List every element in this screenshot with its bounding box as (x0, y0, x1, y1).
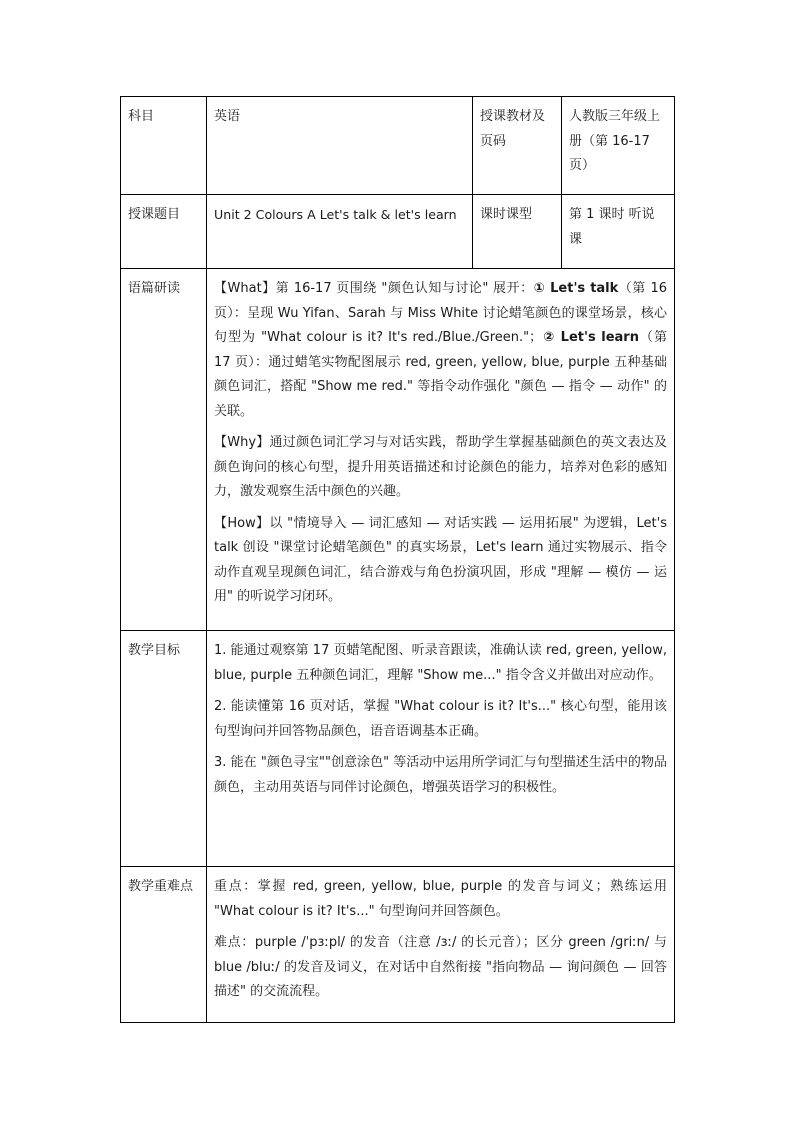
goal-item: 2. 能读懂第 16 页对话，掌握 "What colour is it? It's..." 核心句型，能用该句型询问并回答物品颜色，语音语调基本正确。 (214, 699, 667, 739)
key-difficult-content (207, 867, 675, 1023)
topic-value: Unit 2 Colours A Let's talk & let's learn (207, 195, 473, 269)
text-analysis-content (207, 269, 675, 631)
textbook-label: 授课教材及页码 (473, 97, 562, 195)
subject-label: 科目 (121, 97, 207, 195)
why-paragraph: 【Why】通过颜色词汇学习与对话实践，帮助学生掌握基础颜色的英文表达及颜色询问的核心句型，提升用英语描述和讨论颜色的能力，培养对色彩的感知力，激发观察生活中颜色的兴趣。 (214, 435, 667, 499)
difficult-point: 难点：purple /ˈpɜːpl/ 的发音（注意 /ɜː/ 的长元音）；区分 green /ɡriːn/ 与 blue /bluː/ 的发音及词义，在对话中自然衔接 "指向物品 — 询问颜色 — 回答描述" 的交流流程。 (214, 935, 667, 999)
goal-item: 3. 能在 "颜色寻宝""创意涂色" 等活动中运用所学词汇与句型描述生活中的物品颜色，主动用英语与同伴讨论颜色，增强英语学习的积极性。 (214, 755, 667, 795)
key-difficult-label: 教学重难点 (121, 867, 207, 1023)
goal-item: 1. 能通过观察第 17 页蜡笔配图、听录音跟读，准确认读 red, green, yellow, blue, purple 五种颜色词汇，理解 "Show me..." 指令含义并做出对应动作。 (214, 643, 667, 683)
lesson-plan-table (120, 96, 675, 1023)
how-paragraph: 【How】以 "情境导入 — 词汇感知 — 对话实践 — 运用拓展" 为逻辑，Let's talk 创设 "课堂讨论蜡笔颜色" 的真实场景，Let's learn 通过实物展示、指令动作直观呈现颜色词汇，结合游戏与角色扮演巩固，形成 "理解 — 模仿 — 运用" 的听说学习闭环。 (214, 515, 667, 604)
text-analysis-label: 语篇研读 (121, 269, 207, 631)
table-row (121, 97, 675, 195)
table-row (121, 631, 675, 867)
what-paragraph: 【What】第 16-17 页围绕 "颜色认知与讨论" 展开：① Let's talk（第 16 页）：呈现 Wu Yifan、Sarah 与 Miss White 讨论蜡笔颜色的课堂场景，核心句型为 "What colour is it? It's red./Blue./Green."；② Let's learn（第 17 页）：通过蜡笔实物配图展示 red, green, yellow, blue, purple 五种基础颜色词汇，搭配 "Show me red." 等指令动作强化 "颜色 — 指令 — 动作" 的关联。 (214, 281, 667, 419)
subject-value: 英语 (207, 97, 473, 195)
key-point: 重点：掌握 red, green, yellow, blue, purple 的发音与词义；熟练运用 "What colour is it? It's..." 句型询问并回答颜色。 (214, 879, 667, 919)
topic-label: 授课题目 (121, 195, 207, 269)
lesson-type-value: 第 1 课时 听说课 (562, 195, 675, 269)
teaching-goals-content (207, 631, 675, 867)
lesson-type-label: 课时课型 (473, 195, 562, 269)
teaching-goals-label: 教学目标 (121, 631, 207, 867)
lets-talk-marker: ① Let's talk (533, 281, 619, 296)
table-row (121, 867, 675, 1023)
lets-learn-marker: ② Let's learn (542, 330, 639, 345)
textbook-value: 人教版三年级上册（第 16-17 页） (562, 97, 675, 195)
table-row (121, 195, 675, 269)
table-row (121, 269, 675, 631)
